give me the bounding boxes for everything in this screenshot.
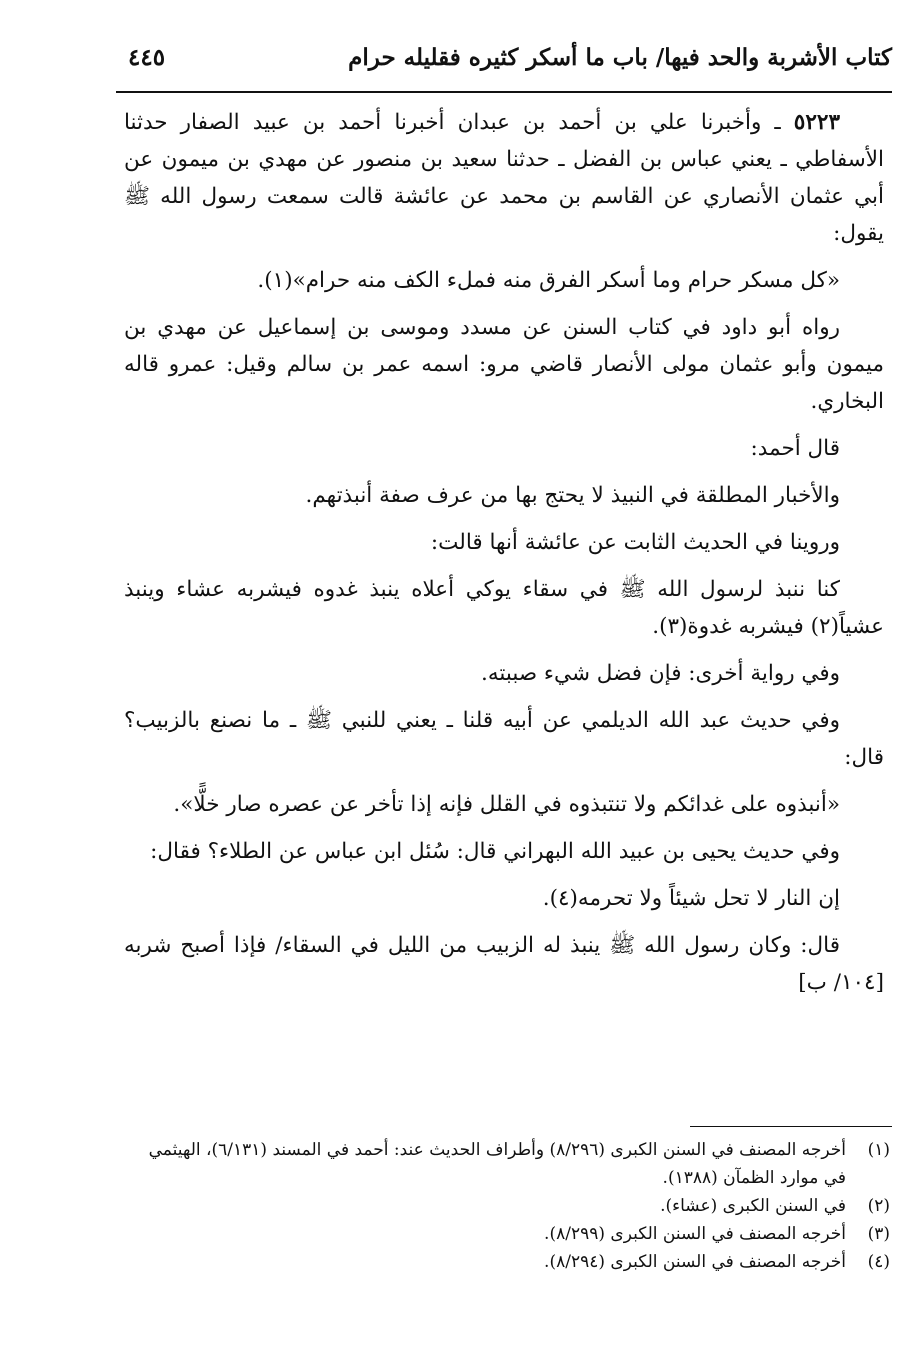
footnote-text: أخرجه المصنف في السنن الكبرى (٨/٢٩٤).: [544, 1252, 846, 1272]
footnote-text: أخرجه المصنف في السنن الكبرى (٨/٢٩٩).: [544, 1224, 846, 1244]
footnote-number: (٢): [867, 1196, 890, 1216]
footnote-text: في السنن الكبرى (عشاء).: [660, 1196, 846, 1216]
chapter-title: كتاب الأشربة والحد فيها/ باب ما أسكر كثيره فقليله حرام: [348, 44, 892, 71]
paragraph-daylami: وفي حديث عبد الله الديلمي عن أبيه قلنا ـ يعني للنبي ﷺ ـ ما نصنع بالزبيب؟ قال:: [124, 708, 884, 770]
paragraph-al-nar: إن النار لا تحل شيئاً ولا تحرمه(٤).: [542, 886, 840, 911]
paragraph-riwayah: رواه أبو داود في كتاب السنن عن مسدد وموسى بن إسماعيل عن مهدي بن ميمون وأبو عثمان مولى الأنصار قاضي مرو: اسمه عمر بن سالم وقيل: عمرو قاله البخاري.: [124, 315, 884, 414]
paragraph-zabib: قال: وكان رسول الله ﷺ ينبذ له الزبيب من الليل في السقاء/ فإذا أصبح شربه [١٠٤/ ب]: [124, 933, 884, 995]
paragraph-rawayna: وروينا في الحديث الثابت عن عائشة أنها قالت:: [430, 530, 840, 555]
footnote: [124, 1136, 890, 1192]
footnote-text: أخرجه المصنف في السنن الكبرى (٨/٢٩٦) وأطراف الحديث عند: أحمد في المسند (٦/١٣١)، الهيثمي في موارد الظمآن (١٣٨٨).: [148, 1140, 846, 1188]
footnote-number: (٣): [867, 1224, 890, 1244]
main-text: [124, 104, 884, 1011]
footnote-number: (١): [867, 1140, 890, 1160]
page-number: ٤٤٥: [128, 44, 166, 71]
paragraph-bahrani: وفي حديث يحيى بن عبيد الله البهراني قال: سُئل ابن عباس عن الطلاء؟ فقال:: [150, 839, 840, 864]
isnad-text: ـ وأخبرنا علي بن أحمد بن عبدان أخبرنا أحمد بن عبيد الصفار حدثنا الأسفاطي ـ يعني عباس بن الفضل ـ حدثنا سعيد بن منصور عن مهدي بن ميمون عن أبي عثمان الأنصاري عن القاسم بن محمد عن عائشة قالت سمعت رسول الله ﷺ يقول:: [124, 110, 884, 246]
hadith-paragraph: [124, 104, 884, 252]
paragraph-kunna-nanbidh: كنا ننبذ لرسول الله ﷺ في سقاء يوكي أعلاه ينبذ غدوه فيشربه عشاء وينبذ عشياً(٢) فيشربه غدوة(٣).: [124, 577, 884, 639]
footnote-rule: [690, 1126, 892, 1127]
paragraph-anbidhuhu: «أنبذوه على غدائكم ولا تنتبذوه في القلل فإنه إذا تأخر عن عصره صار خلًّا».: [173, 792, 840, 817]
paragraph-akhbar: والأخبار المطلقة في النبيذ لا يحتج بها من عرف صفة أنبذتهم.: [305, 483, 840, 508]
footnotes: [124, 1136, 890, 1276]
paragraph-qala-ahmad: قال أحمد:: [750, 436, 840, 461]
hadith-matn: «كل مسكر حرام وما أسكر الفرق منه فملء الكف منه حرام»(١).: [257, 268, 840, 293]
header-rule: [116, 91, 892, 93]
footnote: [124, 1248, 890, 1276]
running-header: [116, 40, 892, 92]
footnote: [124, 1220, 890, 1248]
hadith-number: ٥٢٢٣: [793, 110, 840, 135]
footnote: [124, 1192, 890, 1220]
footnote-number: (٤): [867, 1252, 890, 1272]
paragraph-riwayah-ukhra: وفي رواية أخرى: فإن فضل شيء صببته.: [481, 661, 840, 686]
